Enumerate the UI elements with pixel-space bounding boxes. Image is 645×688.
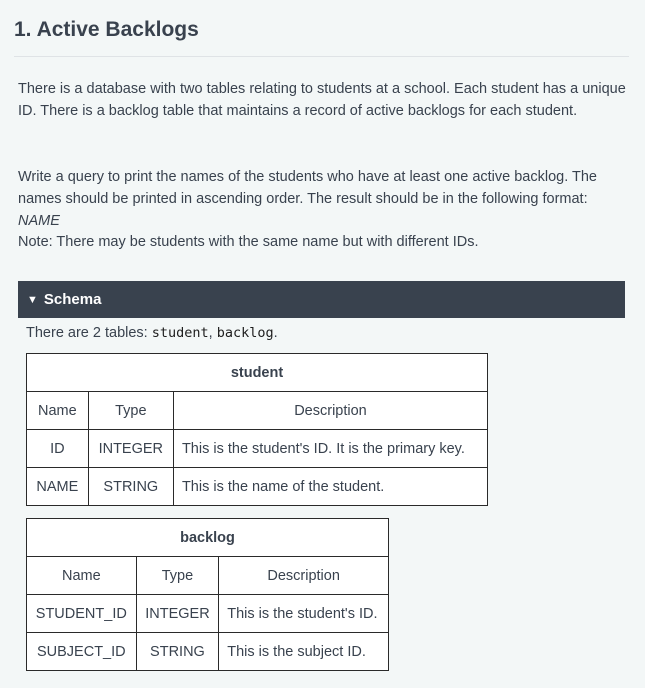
table-caption: student bbox=[27, 354, 488, 392]
problem-task bbox=[18, 166, 626, 232]
cell-description: This is the student's ID. bbox=[219, 595, 389, 633]
schema-intro bbox=[26, 322, 278, 344]
column-header: Description bbox=[219, 557, 389, 595]
student-table bbox=[26, 353, 488, 506]
column-header: Description bbox=[173, 392, 487, 430]
cell-description: This is the student's ID. It is the primary key. bbox=[173, 430, 487, 468]
cell-type: STRING bbox=[136, 633, 219, 671]
table-header-row bbox=[27, 392, 488, 430]
table-row bbox=[27, 633, 389, 671]
cell-description: This is the name of the student. bbox=[173, 468, 487, 506]
task-text: Write a query to print the names of the students who have at least one active backlog. The names should be printed in ascending order. The result should be in the following format: bbox=[18, 169, 597, 207]
cell-name: NAME bbox=[27, 468, 89, 506]
schema-intro-sep: , bbox=[208, 325, 217, 341]
cell-name: SUBJECT_ID bbox=[27, 633, 137, 671]
cell-type: INTEGER bbox=[88, 430, 173, 468]
table-name-backlog: backlog bbox=[216, 325, 274, 341]
backlog-table bbox=[26, 518, 389, 671]
title-divider bbox=[14, 56, 629, 57]
table-header-row bbox=[27, 557, 389, 595]
table-caption: backlog bbox=[27, 519, 389, 557]
schema-label: Schema bbox=[43, 291, 102, 308]
table-name-student: student bbox=[151, 325, 209, 341]
output-format: NAME bbox=[18, 213, 60, 229]
problem-description: There is a database with two tables relating to students at a school. Each student has a unique ID. There is a backlog table that maintains a record of active backlogs for each student. bbox=[18, 81, 626, 119]
column-header: Name bbox=[27, 392, 89, 430]
triangle-down-icon: ▼ bbox=[27, 293, 38, 306]
cell-name: ID bbox=[27, 430, 89, 468]
cell-name: STUDENT_ID bbox=[27, 595, 137, 633]
table-row bbox=[27, 430, 488, 468]
schema-intro-suffix: . bbox=[273, 325, 278, 341]
cell-type: INTEGER bbox=[136, 595, 219, 633]
table-row bbox=[27, 595, 389, 633]
page-title: 1. Active Backlogs bbox=[14, 18, 199, 41]
column-header: Type bbox=[136, 557, 219, 595]
column-header: Name bbox=[27, 557, 137, 595]
schema-intro-prefix: There are 2 tables: bbox=[26, 325, 152, 341]
table-row bbox=[27, 468, 488, 506]
schema-toggle[interactable] bbox=[18, 281, 625, 318]
problem-note: Note: There may be students with the same name but with different IDs. bbox=[18, 234, 479, 250]
cell-type: STRING bbox=[88, 468, 173, 506]
column-header: Type bbox=[88, 392, 173, 430]
cell-description: This is the subject ID. bbox=[219, 633, 389, 671]
